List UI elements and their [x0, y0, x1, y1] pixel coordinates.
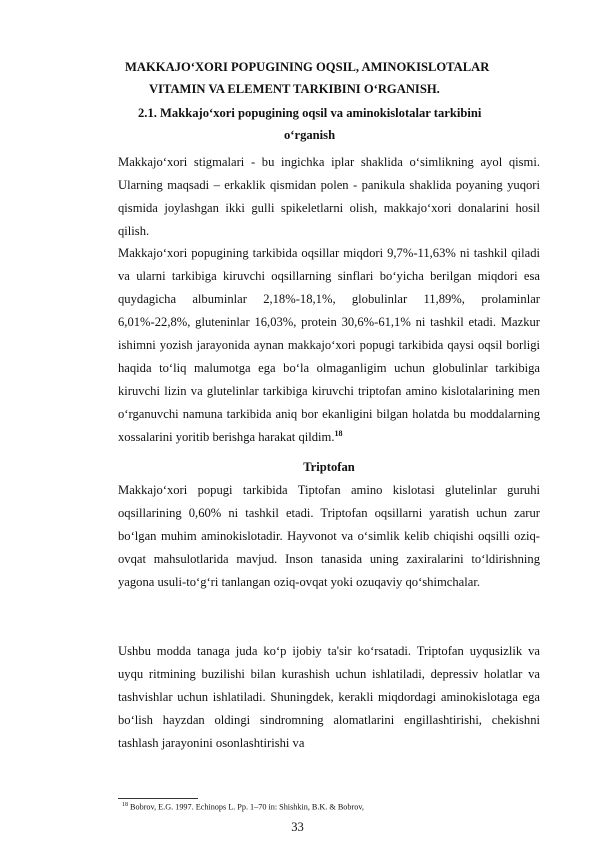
subheading-triptofan: Triptofan	[303, 460, 355, 474]
chapter-title-line2: VITAMIN VA ELEMENT TARKIBINI O‘RGANISH.	[149, 82, 440, 96]
paragraph-1-text: Makkajo‘xori stigmalari - bu ingichka iplar shaklida o‘simlikning ayol qismi. Ularning maqsadi – erkaklik qismidan polen - panikula shaklida poyaning yuqori qismida joylashgan ikki gulli spikeletlarni olish, makkajo‘xori donalarini hosil qilish.	[118, 155, 540, 238]
footnote-divider	[118, 798, 198, 799]
section-title-line2: o‘rganish	[284, 128, 336, 142]
page-number: 33	[291, 820, 304, 834]
paragraph-1	[118, 151, 540, 243]
chapter-title-line1: MAKKAJO‘XORI POPUGINING OQSIL, AMINOKISLOTALAR	[125, 60, 490, 74]
footnote-number: 18	[122, 802, 128, 808]
footnote-text: Bobrov, E.G. 1997. Echinops L. Pp. 1–70 in: Shishkin, B.K. & Bobrov,	[130, 802, 364, 812]
section-title-line1: 2.1. Makkajo‘xori popugining oqsil va aminokislotalar tarkibini	[138, 106, 482, 120]
footnote-reference[interactable]: 18	[334, 428, 343, 438]
paragraph-2-text: Makkajo‘xori popugining tarkibida oqsillar miqdori 9,7%-11,63% ni tashkil qiladi va ularni tarkibiga kiruvchi oqsillarning sinflari bo‘yicha berilgan miqdori esa quydagicha albuminlar 2,18%-18,1%, globulinlar 11,89%, prolaminlar 6,01%-22,8%, gluteninlar 16,03%, protein 30,6%-61,1% ni tashkil etadi. Mazkur ishimni yozish jarayonida aynan makkajo‘xori popugi tarkibida qaysi oqsil borligi haqida to‘liq malumotga ega bo‘la olmaganligim uchun globulinlar tarkibiga kiruvchi lizin va glutelinlar tarkibiga kiruvchi triptofan amino kislotalarining men o‘rganuvchi namuna tarkibida aniq bor ekanligini bilgan holatda bu moddalarning xossalarini yoritib berishga harakat qildim.	[118, 246, 540, 444]
paragraph-3	[118, 479, 540, 594]
paragraph-3-text: Makkajo‘xori popugi tarkibida Tiptofan amino kislotasi glutelinlar guruhi oqsillarining 0,60% ni tashkil etadi. Triptofan oqsillarni yaratish uchun zarur bo‘lgan muhim aminokislotadir. Hayvonot va o‘simlik kelib chiqishi oqsilli oziq-ovqat mahsulotlarida mavjud. Inson tanasida uning zaxiralarini to‘ldirishning yagona usuli-to‘g‘ri tanlangan oziq-ovqat yoki ozuqaviy qo‘shimchalar.	[118, 483, 540, 589]
paragraph-4	[118, 640, 540, 755]
footnote	[122, 800, 364, 813]
paragraph-4-text: Ushbu modda tanaga juda ko‘p ijobiy ta'sir ko‘rsatadi. Triptofan uyqusizlik va uyqu ritmining buzilishi bilan kurashish uchun ishlatiladi, depressiv holatlar va tashvishlar uchun ishlatiladi. Shuningdek, kerakli miqdordagi aminokislotaga ega bo‘lish hayzdan oldingi sindromning alomatlarini engillashtirishi, chekishni tashlash jarayonini osonlashtirishi va	[118, 644, 540, 750]
paragraph-2	[118, 242, 540, 449]
